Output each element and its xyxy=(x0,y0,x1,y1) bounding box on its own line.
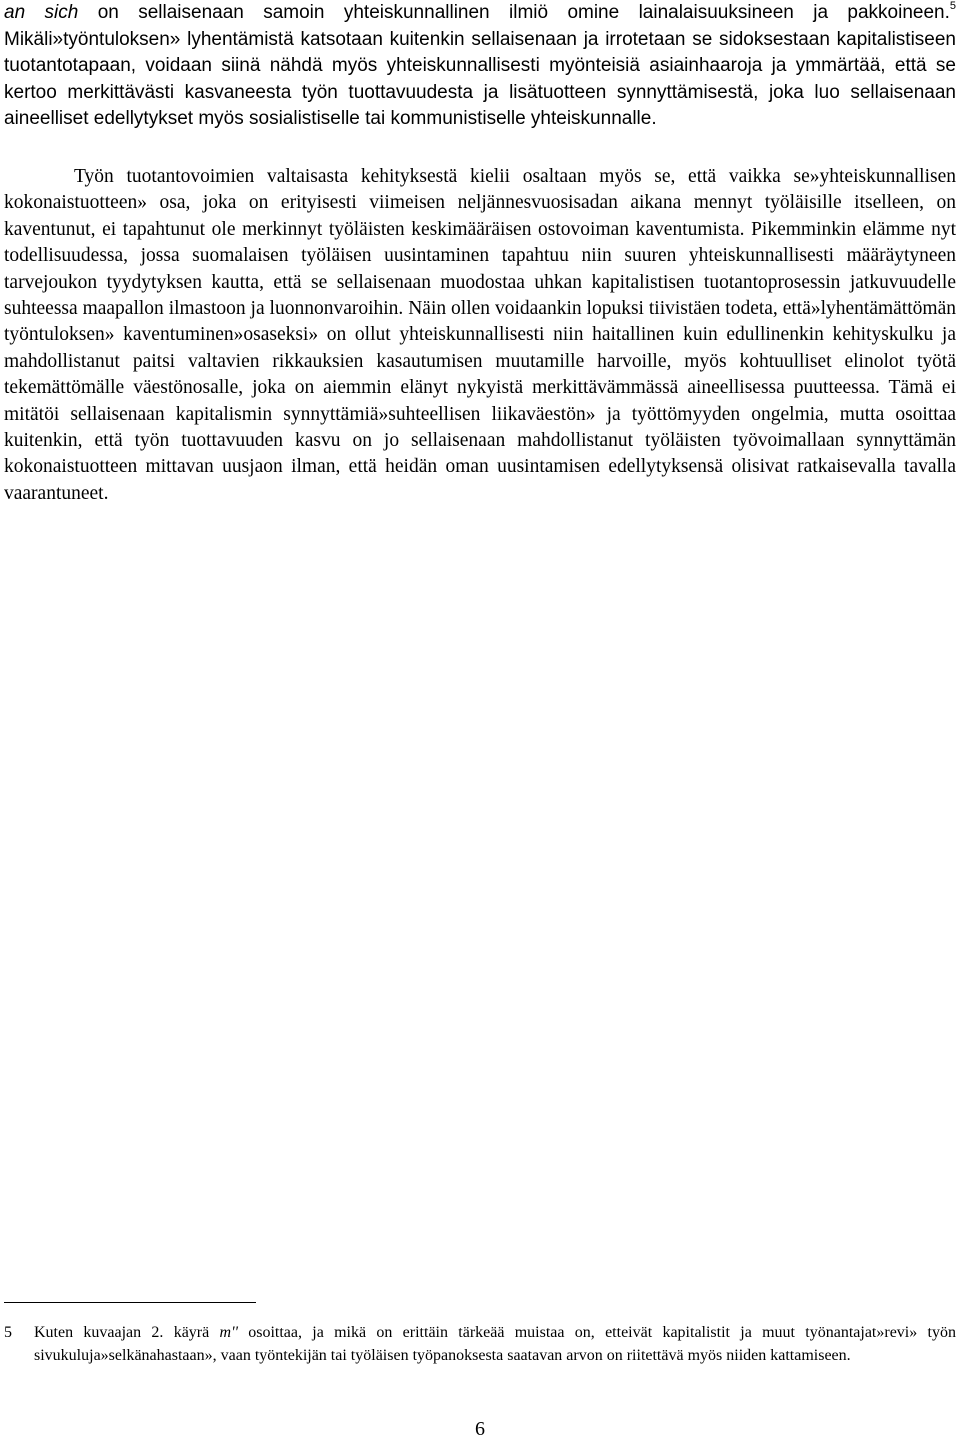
footnote-number: 5 xyxy=(4,1324,12,1341)
footnote-text xyxy=(34,1322,956,1367)
footnote xyxy=(4,1322,956,1367)
paragraph-body: Työn tuotantovoimien valtaisasta kehityksestä kielii osaltaan myös se, että vaikka se»yhteiskunnallisen kokonaistuotteen» osa, joka on erityisesti viimeisen neljännesvuosisadan aikana mennyt työläisille itselleen, on kaventunut, ei tapahtunut ole merkinnyt työläisten keskimääräisen ostovoiman kaventumista. Pikemminkin elämme nyt todellisuudessa, jossa suomalaisen työläisen uusintaminen tapahtuu niin suuren yhteiskunnallisesti määräytyneen tarvejoukon tyydytyksen kautta, että se sellaisenaan muodostaa uhkan kapitalistisen tuotantoprosessin jatkuvuudelle suhteessa maapallon ilmastoon ja luonnonvaroihin. Näin ollen voidaankin lopuksi tiivistäen todeta, että»lyhentämättömän työntuloksen» kaventuminen»osaseksi» on ollut yhteiskunnallisesti niin haitallinen kuin edullinenkin kehityskulku ja mahdollistanut paitsi valtavien rikkauksien kasautumisen muutamille harvoille, myös kohtuulliset elinolot työtä tekemättömälle väestönosalle, joka on aiemmin elänyt nykyistä merkittävämmässä aineellisessa puutteessa. Tämä ei mitätöi sellaisenaan kapitalismin synnyttämiä»suhteellisen liikaväestön» ja työttömyyden ongelmia, mutta osoittaa kuitenkin, että työn tuottavuuden kasvu on jo sellaisenaan mahdollistanut työläisten työvoimallaan synnyttämän kokonaistuotteen mittavan uusjaon ilman, että heidän oman uusintamisen edellytyksensä olisivat ratkaisevalla tavalla vaarantuneet. xyxy=(4,166,956,504)
footnote-text-b: osoittaa, ja mikä on erittäin tärkeää muistaa on, etteivät kapitalistit ja muut työnantajat»revi» työn sivukuluja»selkänahastaan», vaan työntekijän tai työläisen työpanoksesta saatavan arvon on riitettävä myös niiden kattamiseen. xyxy=(34,1324,956,1364)
paragraph-1-text-b: Mikäli»työntuloksen» lyhentämistä katsotaan kuitenkin sellaisenaan ja irrotetaan se sidoksestaan kapitalistiseen tuotantotapaan, voidaan siinä nähdä myös yhteiskunnallisesti myönteisiä asiainhaaroja ja ymmärtää, että se kertoo merkittävästi kasvaneesta työn tuottavuudesta ja lisätuotteen synnyttämisestä, joka luo sellaisenaan aineelliset edellytykset myös sosialistiselle tai kommunistiselle yhteiskunnalle. xyxy=(4,28,956,129)
footnote-divider xyxy=(4,1302,256,1303)
footnote-reference[interactable]: 5 xyxy=(949,0,956,12)
footnote-text-a: Kuten kuvaajan 2. käyrä xyxy=(34,1324,220,1341)
lead-italic-term: an sich xyxy=(4,2,79,23)
paragraph-continuation xyxy=(4,0,956,133)
paragraph-1-text-a: on sellaisenaan samoin yhteiskunnallinen ilmiö omine lainalaisuuksineen ja pakkoineen. xyxy=(78,2,950,23)
footnote-italic-symbol: m'' xyxy=(219,1324,238,1341)
page-number: 6 xyxy=(475,1418,485,1440)
